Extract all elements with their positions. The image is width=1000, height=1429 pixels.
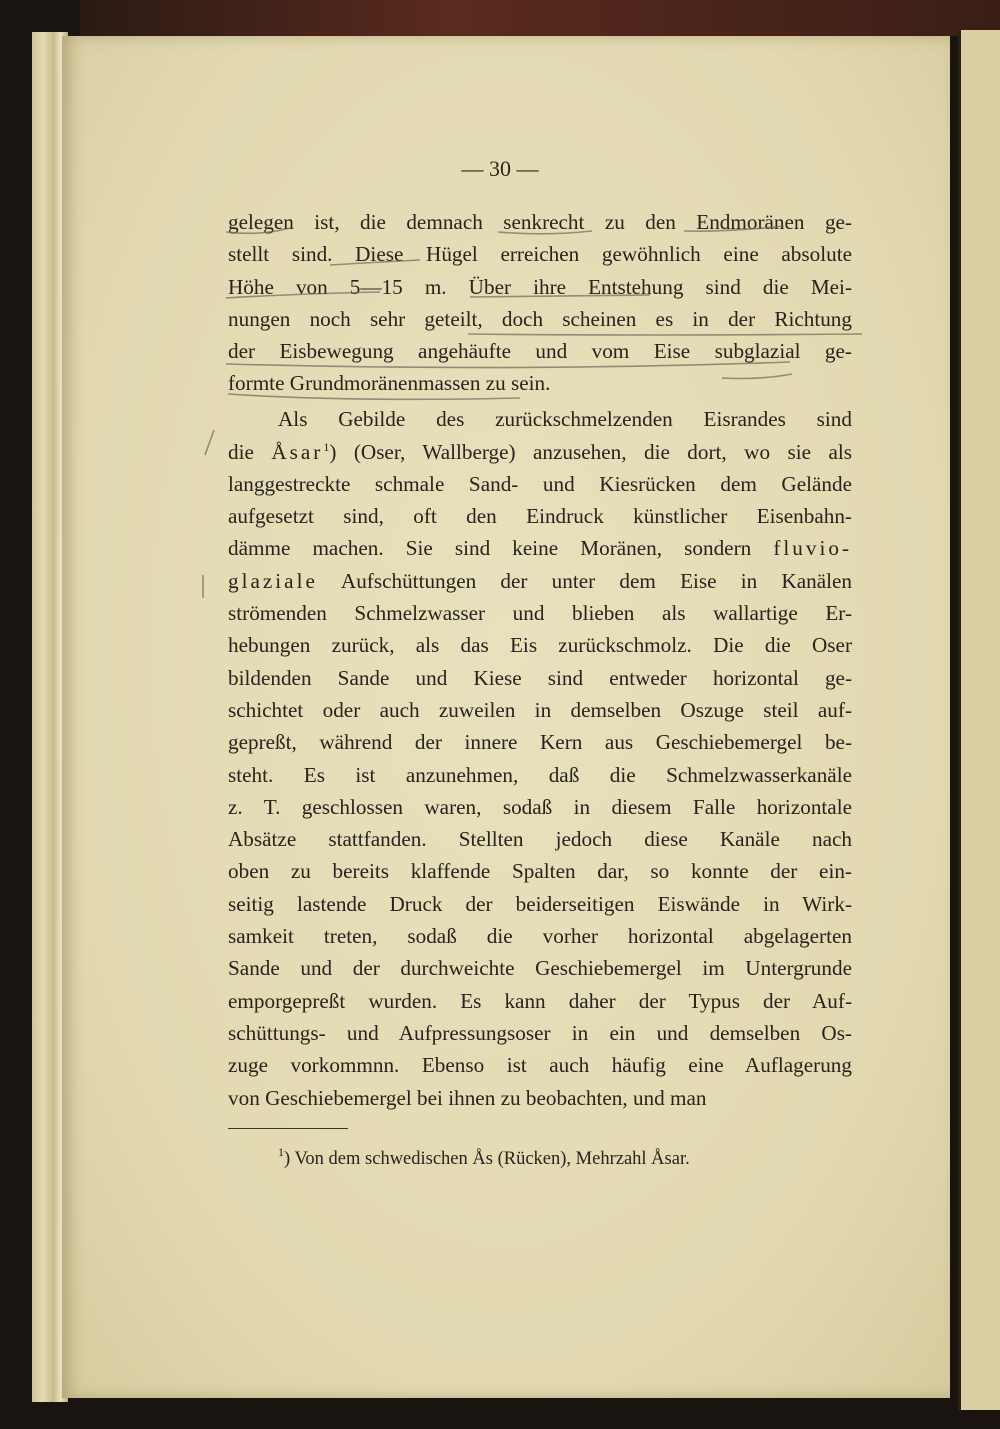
text-line (228, 271, 852, 303)
text-line (228, 985, 852, 1017)
footnote-divider (228, 1128, 348, 1129)
text-segment: der Eisbewegung angehäufte und vom Eise subglazial ge- (228, 339, 852, 364)
text-segment: von Geschiebemergel bei ihnen zu beobachten, und man (228, 1085, 707, 1110)
adjacent-page (958, 30, 1000, 1410)
text-segment: steht. Es ist anzunehmen, daß die Schmelzwasserkanäle (228, 762, 852, 787)
text-segment: schüttungs- und Aufpressungsoser in ein und demselben Os- (228, 1020, 852, 1045)
text-segment: aufgesetzt sind, oft den Eindruck künstlicher Eisenbahn- (228, 504, 852, 529)
text-line (228, 597, 852, 629)
text-segment: langgestreckte schmale Sand- und Kiesrücken dem Gelände (228, 471, 852, 496)
page-number: — 30 — (461, 156, 539, 181)
text-line (228, 694, 852, 726)
text-line (228, 367, 852, 399)
text-segment: hebungen zurück, als das Eis zurückschmolz. Die die Oser (228, 633, 852, 658)
text-segment: dämme machen. Sie sind keine Moränen, sondern (228, 536, 774, 561)
text-line (228, 565, 852, 597)
text-line (228, 1082, 852, 1114)
text-segment: ) (Oser, Wallberge) anzusehen, die dort, wo sie als (329, 439, 852, 464)
text-line (228, 952, 852, 984)
text-line (228, 662, 852, 694)
text-line (228, 335, 852, 367)
text-segment: samkeit treten, sodaß die vorher horizontal abgelagerten (228, 924, 852, 949)
text-line (228, 855, 852, 887)
text-segment: Aufschüttungen der unter dem Eise in Kanälen (317, 568, 852, 593)
text-line (228, 1049, 852, 1081)
text-segment: Als Gebilde des zurückschmelzenden Eisrandes sind (278, 407, 852, 432)
text-segment: die (228, 439, 272, 464)
text-line (228, 629, 852, 661)
text-segment: gelegen ist, die demnach senkrecht zu den Endmoränen ge- (228, 210, 852, 234)
text-segment: strömenden Schmelzwasser und blieben als wallartige Er- (228, 601, 852, 626)
text-segment: bildenden Sande und Kiese sind entweder horizontal ge- (228, 665, 852, 690)
text-line (228, 759, 852, 791)
text-line (228, 436, 852, 468)
text-segment: z. T. geschlossen waren, sodaß in diesem Falle horizontale (228, 794, 852, 819)
text-segment: Sande und der durchweichte Geschiebemergel im Untergrunde (228, 956, 852, 981)
text-line (228, 726, 852, 758)
text-segment: Absätze stattfanden. Stellten jedoch diese Kanäle nach (228, 827, 852, 852)
footnote-marker: 1 (278, 1145, 284, 1159)
body-text (228, 206, 852, 1114)
text-line (228, 532, 852, 564)
text-segment: Höhe von 5—15 m. Über ihre Entstehung sind die Mei- (228, 274, 852, 299)
text-line (228, 238, 852, 270)
text-line (228, 468, 852, 500)
text-line (228, 823, 852, 855)
text-line (228, 303, 852, 335)
text-segment: gepreßt, während der innere Kern aus Geschiebemergel be- (228, 730, 852, 755)
spaced-emphasis: fluvio- (773, 536, 852, 561)
spaced-emphasis: glaziale (228, 568, 318, 593)
text-line (228, 403, 852, 435)
text-line (228, 888, 852, 920)
footnote-reference: 1 (323, 439, 330, 454)
footnote (278, 1145, 690, 1170)
text-segment: seitig lastende Druck der beiderseitigen Eiswände in Wirk- (228, 891, 852, 916)
text-segment: stellt sind. Diese Hügel erreichen gewöhnlich eine absolute (228, 242, 852, 267)
text-segment: oben zu bereits klaffende Spalten dar, so konnte der ein- (228, 859, 852, 884)
text-line (228, 500, 852, 532)
text-segment: schichtet oder auch zuweilen in demselben Oszuge steil auf- (228, 697, 852, 722)
book-cover-edge (80, 0, 1000, 36)
text-segment: emporgepreßt wurden. Es kann daher der Typus der Auf- (228, 988, 852, 1013)
text-segment: nungen noch sehr geteilt, doch scheinen es in der Richtung (228, 306, 852, 331)
text-line (228, 1017, 852, 1049)
spaced-emphasis: Åsar (271, 439, 324, 464)
text-segment: formte Grundmoränenmassen zu sein. (228, 371, 551, 396)
footnote-text: ) Von dem schwedischen Ås (Rücken), Mehrzahl Åsar. (284, 1149, 690, 1169)
text-line (228, 206, 852, 238)
text-line (228, 791, 852, 823)
text-line (228, 920, 852, 952)
text-segment: zuge vorkommnn. Ebenso ist auch häufig eine Auflagerung (228, 1053, 852, 1078)
